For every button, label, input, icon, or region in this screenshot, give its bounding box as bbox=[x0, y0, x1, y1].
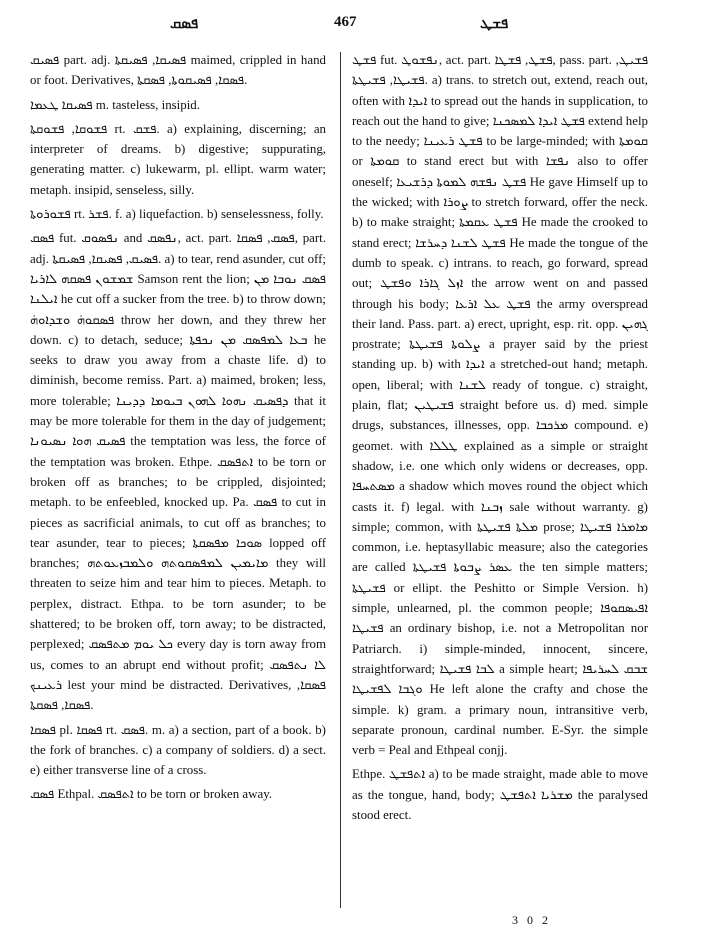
entry-paragraph: ܦܫܘܩܐ, ܦܫܘܩܬܐ rt. ܦܫܩ. a) explaining, discerning; an interpreter of dreams. b) digestive; suppurating, generating matter. c) lukewarm, pl. ellipt. warm water; metaph. insipid, senseless, silly. bbox=[30, 121, 326, 197]
entry-paragraph: ܦܣܝܩ part. adj. ܦܣܝܩܐ, ܦܣܝܩܬܐ maimed, crippled in hand or foot. Derivatives, ܦܣܩܐ, ܦܣܝܩܘܬܐ, ܦܣܩܬܐ. bbox=[30, 53, 326, 88]
page-number: 467 bbox=[334, 14, 357, 30]
signature-mark: 3 0 2 bbox=[512, 913, 551, 927]
right-headword: ܦܫܛ bbox=[480, 14, 509, 32]
entry-paragraph: ܦܫܘܪܘܬܐ rt. ܦܫܪ. f. a) liquefaction. b) senselessness, folly. bbox=[30, 207, 324, 222]
entry-paragraph: ܦܣܝܩܐ ܛܥܡܐ m. tasteless, insipid. bbox=[30, 97, 200, 112]
column-divider bbox=[340, 52, 341, 908]
entry-paragraph: ܦܫܛ fut. ܢܦܫܘܛ, act. part. ܦܫܛ, ܦܫܛܐ, pass. part. ܦܫܝܛ, ܦܫܝܛܐ, ܦܫܝܛܬܐ. a) trans. to stretch out, extend, reach out, often with ܐܝܕܐ to spread out the hands in supplication, to reach out the hand to give; ܦܫܛ ܐܝܕܐ ܠܡܣܟܢܐ extend help to the needy; ܦܫܛ ܪܥܝܢܐ to be large-minded; with ܩܘܡܬܐ or ܩܘܡܬܐ to stand erect but with ܢܦܫܐ also to offer oneself; ܦܫܛ ܢܦܫܗ ܠܡܘܬܐ ܕܪܫܝܥܐ He gave Himself up to the wicked; with ܨܘܪܐ to stretch forward, offer the neck. b) to make straight; ܦܫܛ ܥܩܡܬܐ He made the crooked to stand erect; ܦܫܛ ܠܫܢܐ ܕܚܪܫܐ He made the tongue of the dumb to speak. c) intrans. to reach, go forward, spread out; ܐܙܠ ܓܐܪܐ ܘܦܫܛ the arrow went on and passed through his body; ܦܫܛ ܥܠ ܐܪܥܐ the army overspread their land. Pass. part. a) erect, upright, esp. rit. opp. ܓܗܝܢ prostrate; ܨܠܘܬܐ ܦܫܝܛܬܐ a prayer said by the priest standing up. b) with ܐܝܕܐ a stretched-out hand; metaph. open, liberal; with ܠܫܢܐ ready of tongue. c) straight, plain, flat; ܦܫܝܛܝܢ straight before us. d) med. simple drugs, substances, illnesses, opp. ܡܪܟܒܐ compound. e) geomet. with ܛܠܠܐ explained as a simple or straight shadow, i.e. one which only widens or decreases, opp. ܡܣܬܚܦܐ a shadow which moves round the object which casts it. f) legal. with ܙܒܢܐ sale without warranty. g) simple; common, with ܡܠܬܐ ܦܫܝܛܬܐ prose; ܡܐܡܪܐ ܦܫܝܛܐ common, i.e. heptasyllabic measure; also the categories are called ܥܣܪ ܨܒܘܬܐ ܦܫܝܛܬܐ the ten simple matters; ܦܫܝܛܬܐ or ellipt. the Peshitto or Simple Version. h) simple, unlearned, pl. the common people; ܐܦܝܣܩܘܦܐ ܦܫܝܛܐ an ordinary bishop, i.e. not a Metropolitan nor Patriarch. i) simple-minded, innocent, sincere, straightforward; ܠܒܐ ܦܫܝܛܐ a simple heart; ܫܒܩ ܠܚܪܝܦܐ ܘܓܒܐ ܠܦܫܝܛܐ He left alone the crafty and chose the simple. k) gram. a primary noun, intransitive verb, separate pronoun, cardinal number. E-Syr. the simple verb = Peal and Ethpeal conjj. bbox=[352, 53, 649, 758]
entry-paragraph: ܦܣܩ fut. ܢܦܣܘܩ and ܢܦܣܩ, act. part. ܦܣܩ, ܦܣܩܐ, part. adj. ܦܣܝܩ, ܦܣܝܩܐ, ܦܣܝܩܬܐ. a) to tear, rend asunder, cut off; ܫܡܫܘܢ ܦܣܩܗ ܠܐܪܝܐ Samson rent the lion; ܦܣܩ ܢܘܒܐ ܡܢ ܐܝܠܢܐ he cut off a sucker from the tree. b) to throw down; ܦܣܩܘܗ̇ ܘܫܕܐܘܗ̇ throw her down, and they threw her down. c) to detach, seduce; ܒܥܐ ܠܡܦܣܩ ܡܢ ܢܟܦܬܐ he seeks to draw you away from a chaste life. d) to diminish, become remiss. Part. a) maimed, broken; less, more tolerable; ܕܦܣܝܩ ܢܗܘܐ ܠܗܘܢ ܒܝܘܡܐ ܕܕܝܢܐ that it may be more tolerable for them in the day of judgement; ܦܣܝܩ ܗܘܐ ܢܣܝܘܢܐ the temptation was less, the force of the temptation was broken. Ethpe. ܐܬܦܣܩ to be torn or broken off as branches; to be crippled, disjointed; metaph. to be enfeebled, knocked up. Pa. ܦܣܩ to cut in pieces as sacrificial animals, to cut off as branches; to tear asunder, tear to pieces; ܣܘܟܐ ܡܦܣܩܬܐ lopped off branches; ܡܐܝܡܝܢ ܠܡܦܣܩܘܬܗ ܘܠܡܒܙܥܘܬܗ they will threaten to seize him and tear him to pieces. Metaph. to perplex, distract. Ethpa. to be torn asunder; to be shattered; to be broken off, torn away; to be distracted, perplexed; ܟܠ ܝܘܡ ܡܬܦܣܩ every day is torn away from us, comes to an abrupt end without profit; ܠܐ ܢܬܦܣܩ ܪܥܝܢܟ lest your mind be distracted. Derivatives, ܦܣܩܐ, ܦܣܩܐ, ܦܣܩܬܐ. bbox=[30, 231, 326, 713]
entry-paragraph: ܦܣܩܐ pl. ܦܣܩܐ rt. ܦܣܩ. m. a) a section, part of a book. b) the fork of branches. c) a company of soldiers. d) a sect. e) either transverse line of a cross. bbox=[30, 722, 326, 778]
left-headword: ܦܣܩ bbox=[170, 14, 199, 32]
left-column bbox=[30, 50, 326, 805]
entry-paragraph: Ethpe. ܐܬܦܫܛ a) to be made straight, made able to move as the tongue, hand, body; ܡܫܪܝܐ ܐܬܦܫܛ the paralysed stood erect. bbox=[352, 767, 648, 822]
right-column bbox=[352, 50, 648, 825]
entry-paragraph: ܦܣܩ Ethpal. ܐܬܦܣܩ to be torn or broken away. bbox=[30, 787, 273, 802]
